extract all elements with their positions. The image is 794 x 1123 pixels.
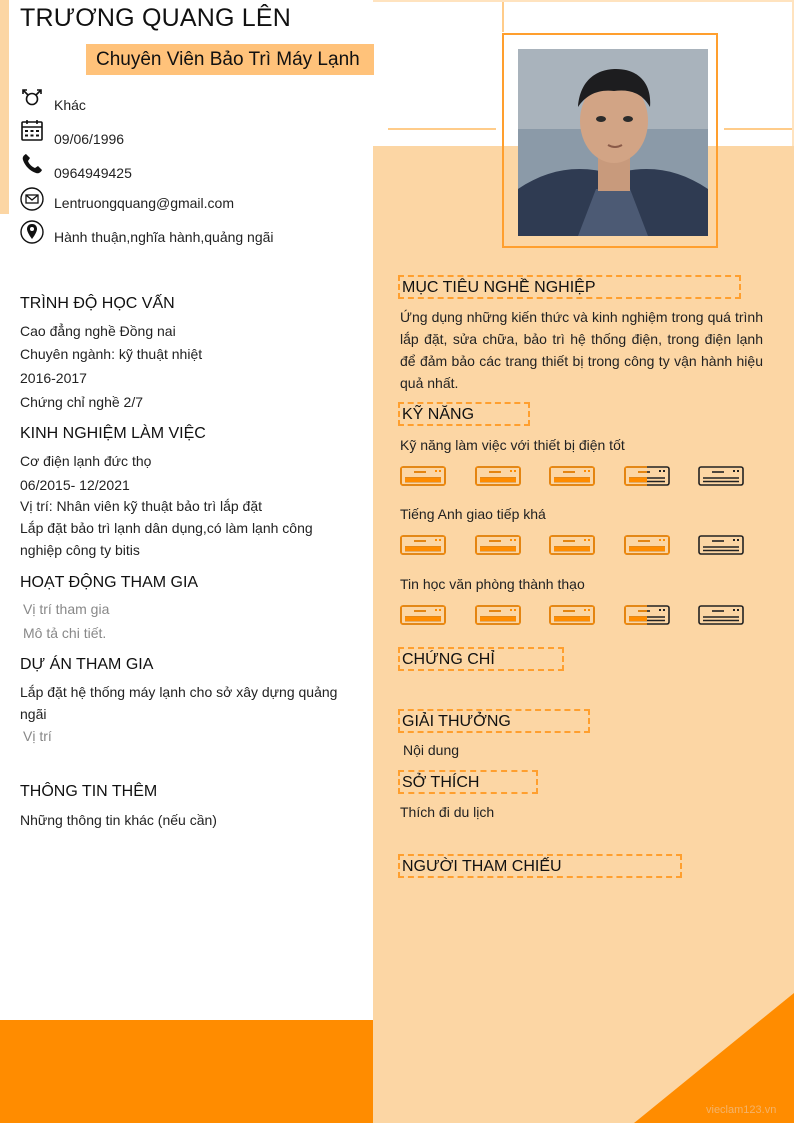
- skill-rating: [400, 535, 760, 557]
- air-conditioner-icon: [400, 466, 446, 486]
- awards-title: GIẢI THƯỞNG: [398, 709, 590, 733]
- air-conditioner-icon: [624, 466, 670, 486]
- air-conditioner-icon: [698, 605, 744, 625]
- air-conditioner-icon: [400, 535, 446, 555]
- watermark: vieclam123.vn: [706, 1104, 777, 1116]
- location-pin-icon: [20, 220, 44, 244]
- birthday-text: 09/06/1996: [54, 131, 125, 147]
- activities-title: HOẠT ĐỘNG THAM GIA: [20, 574, 199, 591]
- experience-position: Vị trí: Nhân viên kỹ thuật bảo trì lắp đặt: [20, 498, 263, 514]
- air-conditioner-icon: [549, 466, 595, 486]
- air-conditioner-icon: [698, 466, 744, 486]
- skill-name: Tin học văn phòng thành thạo: [400, 576, 585, 592]
- calendar-icon: [20, 118, 44, 142]
- extra-info-title: THÔNG TIN THÊM: [20, 783, 158, 800]
- candidate-name: TRƯƠNG QUANG LÊN: [20, 4, 292, 32]
- air-conditioner-icon: [475, 535, 521, 555]
- air-conditioner-icon: [400, 605, 446, 625]
- skills-title: KỸ NĂNG: [398, 402, 530, 426]
- experience-description-line: Lắp đặt bảo trì lạnh dân dụng,có làm lạnh công: [20, 520, 313, 536]
- projects-position: Vị trí: [23, 728, 52, 744]
- air-conditioner-icon: [475, 605, 521, 625]
- phone-text: 0964949425: [54, 165, 132, 181]
- phone-icon: [20, 152, 44, 176]
- objective-title: MỤC TIÊU NGHỀ NGHIỆP: [398, 275, 741, 299]
- air-conditioner-icon: [624, 605, 670, 625]
- skill-rating: [400, 466, 760, 488]
- activities-position: Vị trí tham gia: [23, 601, 110, 617]
- references-title: NGƯỜI THAM CHIẾU: [398, 854, 682, 878]
- experience-company: Cơ điện lạnh đức thọ: [20, 453, 152, 469]
- projects-title: DỰ ÁN THAM GIA: [20, 656, 154, 673]
- decor-line: [724, 128, 794, 130]
- extra-info-content: Những thông tin khác (nếu cần): [20, 812, 217, 828]
- skill-name: Tiếng Anh giao tiếp khá: [400, 506, 546, 522]
- left-accent-bar: [0, 0, 9, 214]
- air-conditioner-icon: [475, 466, 521, 486]
- air-conditioner-icon: [698, 535, 744, 555]
- education-major: Chuyên ngành: kỹ thuật nhiệt: [20, 346, 203, 362]
- decor-border: [373, 0, 794, 2]
- experience-period: 06/2015- 12/2021: [20, 477, 130, 493]
- air-conditioner-icon: [549, 605, 595, 625]
- bottom-accent-band: [0, 1020, 373, 1123]
- decor-line: [388, 128, 496, 130]
- profile-photo: [518, 49, 708, 236]
- gender-icon: [20, 86, 44, 110]
- job-title: Chuyên Viên Bảo Trì Máy Lạnh: [96, 49, 360, 70]
- objective-content: Ứng dụng những kiến thức và kinh nghiệm trong quá trình lắp đặt, sửa chữa, bảo trì hệ thống điện, trong điện lạnh để đảm bảo các trang thiết bị trong công ty vận hành hiệu quả nhất.: [400, 309, 763, 391]
- education-school: Cao đẳng nghề Đồng nai: [20, 323, 176, 339]
- skill-name: Kỹ năng làm việc với thiết bị điện tốt: [400, 437, 625, 453]
- hobbies-content: Thích đi du lịch: [400, 804, 495, 820]
- air-conditioner-icon: [624, 535, 670, 555]
- education-years: 2016-2017: [20, 370, 87, 386]
- address-text: Hành thuận,nghĩa hành,quảng ngãi: [54, 229, 274, 245]
- experience-title: KINH NGHIỆM LÀM VIỆC: [20, 425, 206, 442]
- projects-description-line: Lắp đặt hệ thống máy lạnh cho sở xây dựng quảng: [20, 684, 338, 700]
- certificates-title: CHỨNG CHỈ: [398, 647, 564, 671]
- air-conditioner-icon: [549, 535, 595, 555]
- education-certificate: Chứng chỉ nghề 2/7: [20, 394, 144, 410]
- email-text: Lentruongquang@gmail.com: [54, 195, 234, 211]
- gender-text: Khác: [54, 97, 86, 113]
- experience-description-line: nghiệp công ty bitis: [20, 542, 140, 558]
- awards-content: Nội dung: [403, 742, 460, 758]
- projects-description-line: ngãi: [20, 706, 47, 722]
- decor-line: [502, 0, 504, 32]
- skill-rating: [400, 605, 760, 627]
- education-title: TRÌNH ĐỘ HỌC VẤN: [20, 295, 175, 312]
- hobbies-title: SỞ THÍCH: [398, 770, 538, 794]
- email-icon: [20, 187, 44, 211]
- activities-detail: Mô tả chi tiết.: [23, 625, 107, 641]
